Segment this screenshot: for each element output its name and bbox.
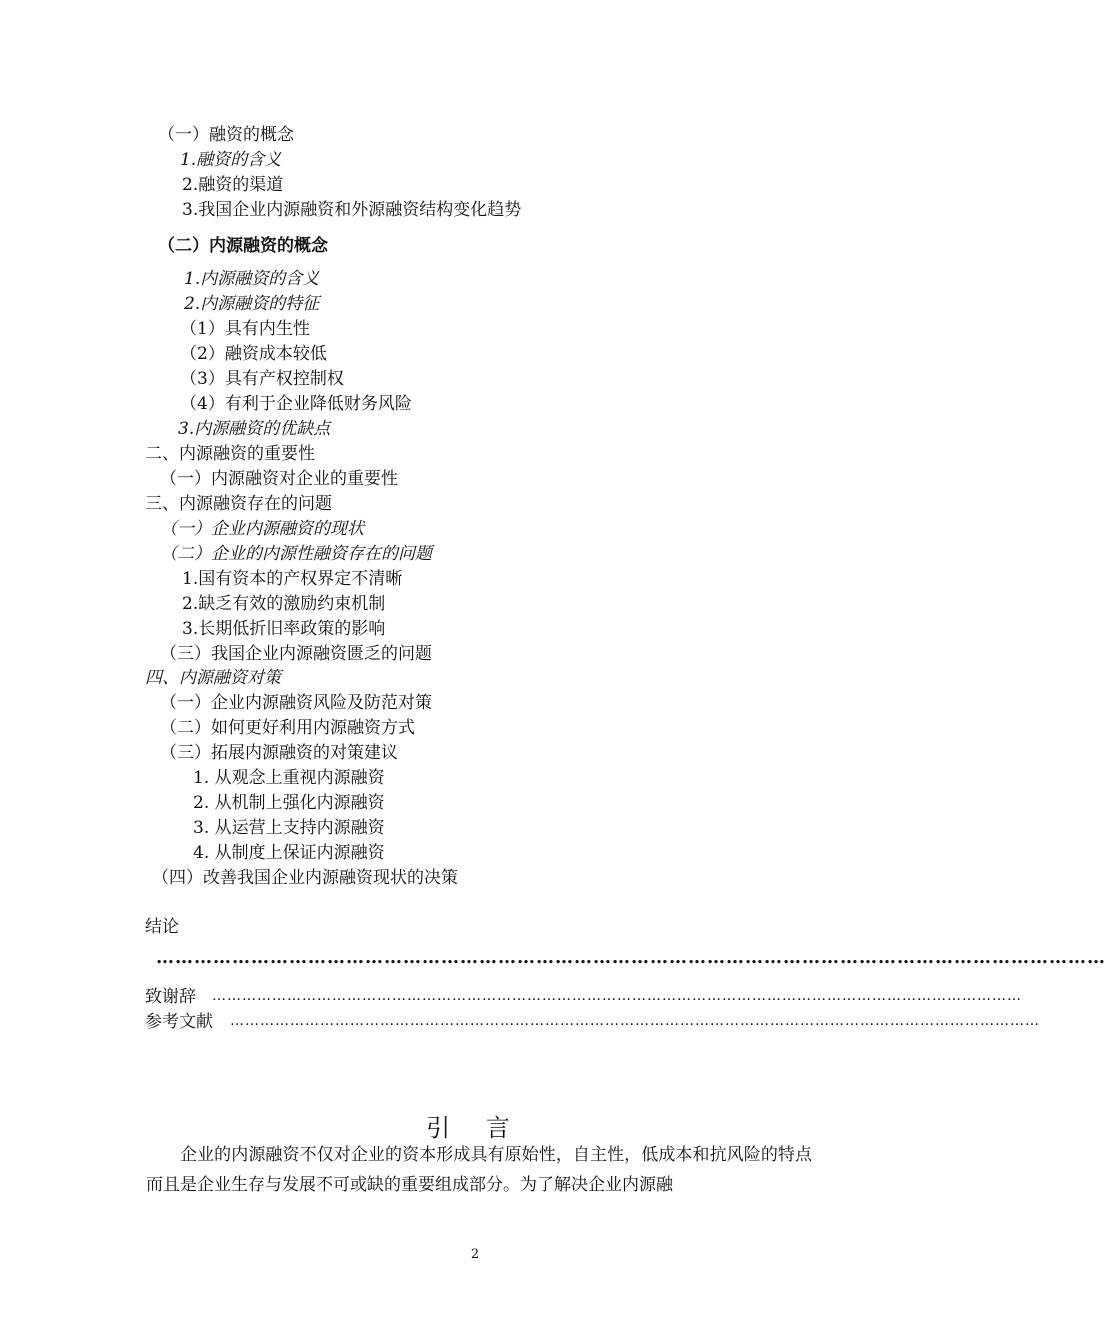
toc-entry: （四）改善我国企业内源融资现状的决策	[152, 868, 458, 888]
dot-leader: ………………………………………………………………………………………………………………………………………………	[212, 988, 1022, 1004]
toc-entry: （一）企业内源融资的现状	[160, 519, 364, 539]
toc-entry: 3.我国企业内源融资和外源融资结构变化趋势	[182, 200, 522, 220]
toc-entry: 参考文献	[145, 1012, 213, 1032]
toc-entry: 结论	[145, 917, 179, 937]
intro-paragraph: 企业的内源融资不仅对企业的资本形成具有原始性，自主性，低成本和抗风险的特点而且是企业生存与发展不可或缺的重要组成部分。为了解决企业内源融	[146, 1145, 812, 1195]
toc-entry: 1.国有资本的产权界定不清晰	[182, 569, 403, 589]
toc-entry: 2. 从机制上强化内源融资	[193, 793, 385, 813]
toc-entry: （二）企业的内源性融资存在的问题	[160, 544, 432, 564]
toc-entry: 1.融资的含义	[180, 150, 282, 170]
toc-entry: （二）如何更好利用内源融资方式	[160, 718, 415, 738]
toc-entry: 四、内源融资对策	[145, 668, 281, 688]
dot-leader: ……………………………………………………………………………………………………………………………………	[156, 947, 1106, 968]
toc-entry: 2.缺乏有效的激励约束机制	[182, 594, 386, 614]
toc-entry: （一）企业内源融资风险及防范对策	[160, 693, 432, 713]
toc-entry: 3.内源融资的优缺点	[178, 419, 331, 439]
toc-entry: （1）具有内生性	[180, 319, 310, 339]
toc-entry: （三）拓展内源融资的对策建议	[160, 743, 398, 763]
toc-entry: 二、内源融资的重要性	[145, 444, 315, 464]
toc-entry: （3）具有产权控制权	[180, 369, 344, 389]
toc-entry: （一）内源融资对企业的重要性	[160, 469, 398, 489]
toc-entry: 3. 从运营上支持内源融资	[193, 818, 385, 838]
toc-entry: 3.长期低折旧率政策的影响	[182, 619, 386, 639]
toc-entry: （二）内源融资的概念	[158, 236, 328, 256]
toc-entry: （一）融资的概念	[158, 125, 294, 145]
toc-entry: （4）有利于企业降低财务风险	[180, 394, 412, 414]
toc-entry: （2）融资成本较低	[180, 344, 327, 364]
dot-leader: ………………………………………………………………………………………………………………………………………………	[230, 1013, 1040, 1029]
page-number: 2	[470, 1247, 480, 1262]
toc-entry: 致谢辞	[145, 987, 196, 1007]
toc-entry: 2.内源融资的特征	[184, 294, 320, 314]
toc-entry: 1. 从观念上重视内源融资	[193, 768, 385, 788]
toc-entry: 4. 从制度上保证内源融资	[193, 843, 385, 863]
section-title: 引 言	[426, 1114, 524, 1142]
toc-entry: （三）我国企业内源融资匮乏的问题	[160, 644, 432, 664]
toc-entry: 三、内源融资存在的问题	[145, 494, 332, 514]
toc-entry: 2.融资的渠道	[182, 175, 284, 195]
toc-entry: 1.内源融资的含义	[184, 269, 320, 289]
